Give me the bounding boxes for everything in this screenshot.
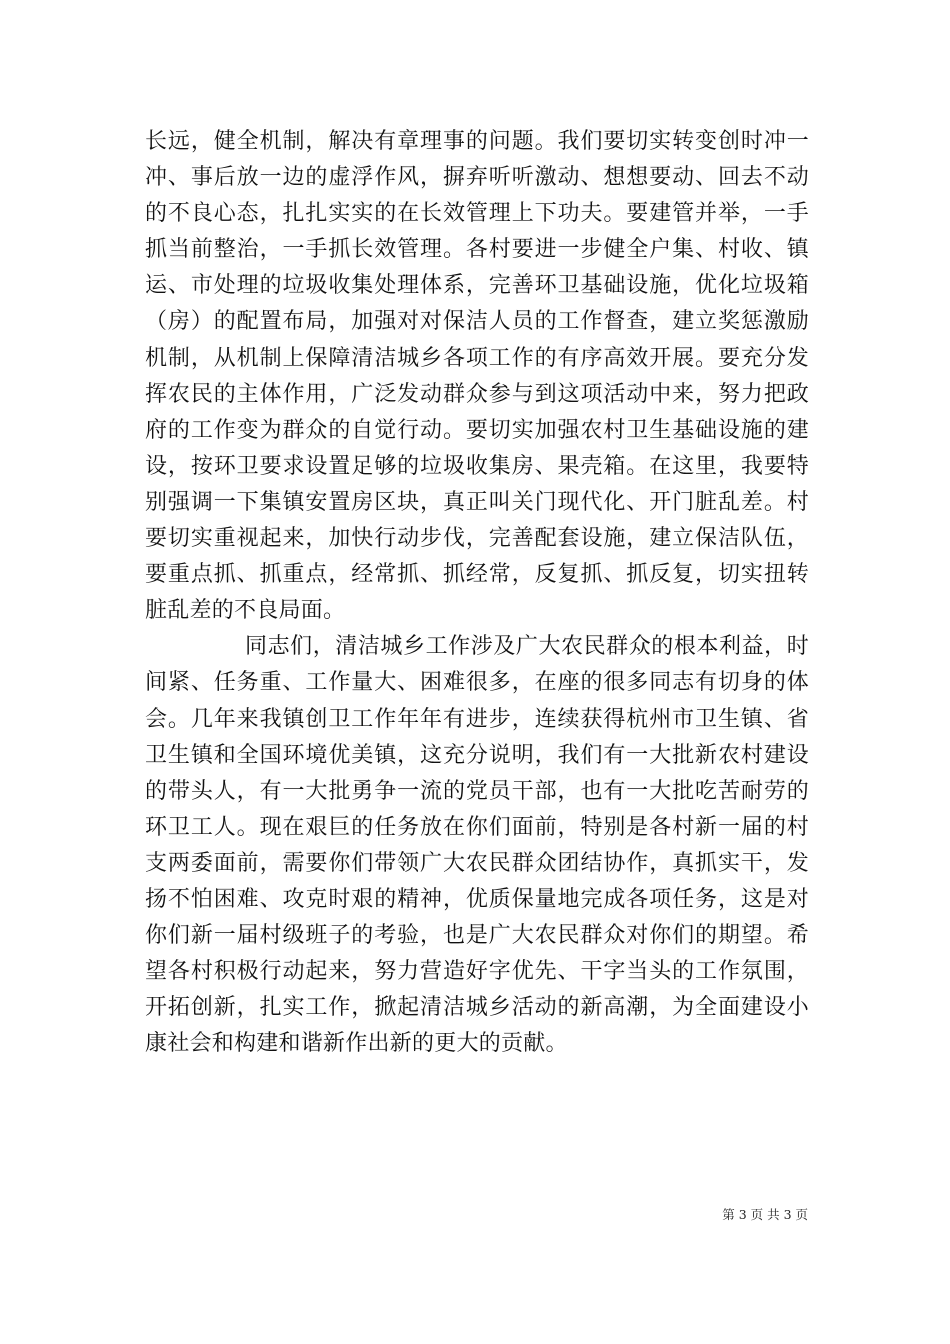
document-body [145, 124, 809, 1062]
paragraph-closing: 同志们，清洁城乡工作涉及广大农民群众的根本利益，时间紧、任务重、工作量大、困难很多，在座的很多同志有切身的体会。几年来我镇创卫工作年年有进步，连续获得杭州市卫生镇、省卫生镇和全国环境优美镇，这充分说明，我们有一大批新农村建设的带头人，有一大批勇争一流的党员干部，也有一大批吃苦耐劳的环卫工人。现在艰巨的任务放在你们面前，特别是各村新一届的村支两委面前，需要你们带领广大农民群众团结协作，真抓实干，发扬不怕困难、攻克时艰的精神，优质保量地完成各项任务，这是对你们新一届村级班子的考验，也是广大农民群众对你们的期望。希望各村积极行动起来，努力营造好字优先、干字当头的工作氛围，开拓创新，扎实工作，掀起清洁城乡活动的新高潮，为全面建设小康社会和构建和谐新作出新的更大的贡献。 [145, 634, 809, 1057]
page-number-footer: 第 3 页 共 3 页 [722, 1207, 808, 1222]
paragraph-continuation: 长远，健全机制，解决有章理事的问题。我们要切实转变创时冲一冲、事后放一边的虚浮作风，摒弃听听激动、想想要动、回去不动的不良心态，扎扎实实的在长效管理上下功夫。要建管并举，一手抓当前整治，一手抓长效管理。各村要进一步健全户集、村收、镇运、市处理的垃圾收集处理体系，完善环卫基础设施，优化垃圾箱（房）的配置布局，加强对对保洁人员的工作督查，建立奖惩激励机制，从机制上保障清洁城乡各项工作的有序高效开展。要充分发挥农民的主体作用，广泛发动群众参与到这项活动中来，努力把政府的工作变为群众的自觉行动。要切实加强农村卫生基础设施的建设，按环卫要求设置足够的垃圾收集房、果壳箱。在这里，我要特别强调一下集镇安置房区块，真正叫关门现代化、开门脏乱差。村要切实重视起来，加快行动步伐，完善配套设施，建立保洁队伍，要重点抓、抓重点，经常抓、抓经常，反复抓、抓反复，切实扭转脏乱差的不良局面。 [145, 129, 809, 624]
